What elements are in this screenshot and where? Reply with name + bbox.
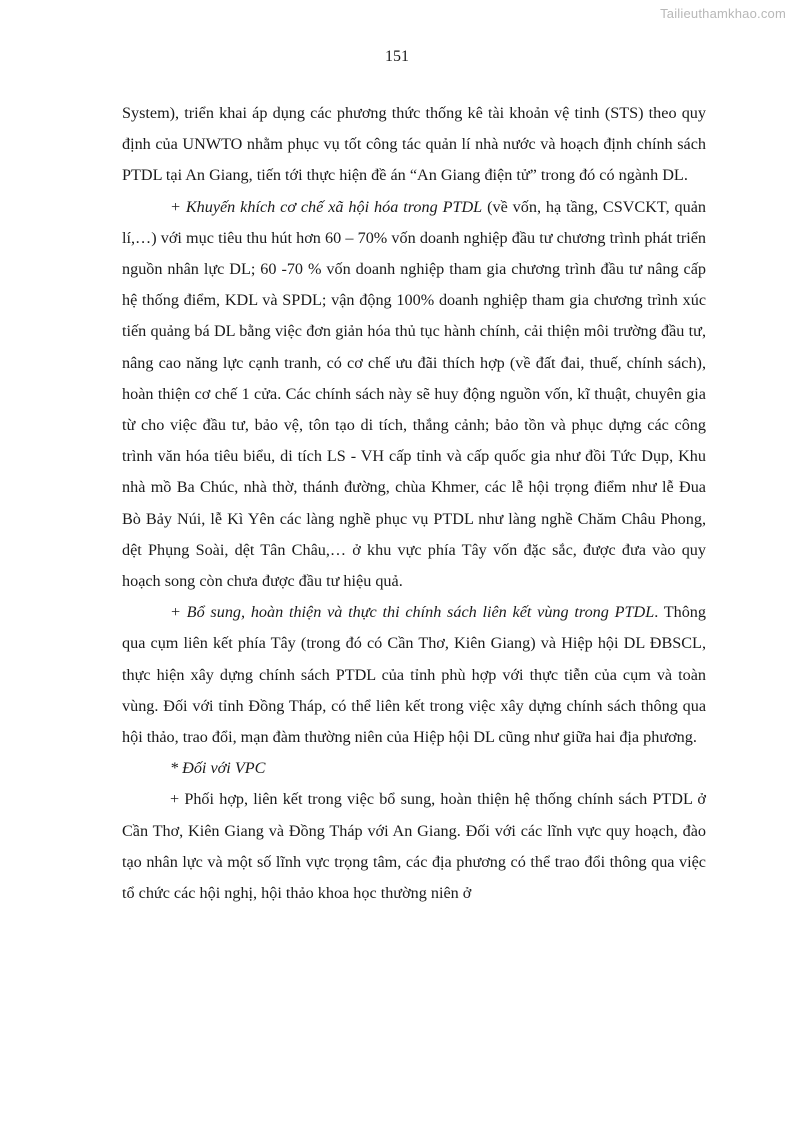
paragraph-body: (về vốn, hạ tầng, CSVCKT, quản lí,…) với mục tiêu thu hút hơn 60 – 70% vốn doanh nghiệp đầu tư chương trình phát triển nguồn nhân lực DL; 60 -70 % vốn doanh nghiệp tham gia chương trình đầu tư nâng cấp hệ thống điểm, KDL và SPDL; vận động 100% doanh nghiệp tham gia chương trình xúc tiến quảng bá DL bằng việc đơn giản hóa thủ tục hành chính, cải thiện môi trường đầu tư, nâng cao năng lực cạnh tranh, có cơ chế ưu đãi thích hợp (về đất đai, thuế, chính sách), hoàn thiện cơ chế 1 cửa. Các chính sách này sẽ huy động nguồn vốn, kĩ thuật, chuyên gia từ cho việc đầu tư, bảo vệ, tôn tạo di tích, thắng cảnh; bảo tồn và phục dựng các công trình văn hóa tiêu biểu, di tích LS - VH cấp tỉnh và cấp quốc gia như đồi Tức Dụp, Khu nhà mồ Ba Chúc, nhà thờ, thánh đường, chùa Khmer, các lễ hội trọng điểm như lễ Đua Bò Bảy Núi, lễ Kì Yên các làng nghề phục vụ PTDL như làng nghề Chăm Châu Phong, dệt Phụng Soài, dệt Tân Châu,… ở khu vực phía Tây vốn đặc sắc, được đưa vào quy hoạch song còn chưa được đầu tư hiệu quả.	[122, 197, 706, 591]
paragraph-body: . Thông qua cụm liên kết phía Tây (trong đó có Cần Thơ, Kiên Giang) và Hiệp hội DL ĐBSCL, thực hiện xây dựng chính sách PTDL của tỉnh phù hợp với thực tiễn của cụm và toàn vùng. Đối với tỉnh Đồng Tháp, có thể liên kết trong việc xây dựng chính sách thông qua hội thảo, trao đổi, mạn đàm thường niên của Hiệp hội DL cũng như giữa hai địa phương.	[122, 603, 706, 747]
paragraph-continuation: System), triển khai áp dụng các phương thức thống kê tài khoản vệ tinh (STS) theo quy định của UNWTO nhằm phục vụ tốt công tác quản lí nhà nước và hoạch định chính sách PTDL tại An Giang, tiến tới thực hiện đề án “An Giang điện tử” trong đó có ngành DL.	[122, 104, 706, 185]
paragraph-lead-italic: + Khuyến khích cơ chế xã hội hóa trong PTDL	[170, 197, 483, 216]
paragraph-socialization-policy	[122, 192, 706, 598]
paragraph-coordination: + Phối hợp, liên kết trong việc bổ sung, hoàn thiện hệ thống chính sách PTDL ở Cần Thơ, Kiên Giang và Đồng Tháp với An Giang. Đối với các lĩnh vực quy hoạch, đào tạo nhân lực và một số lĩnh vực trọng tâm, các địa phương có thể trao đổi thông qua việc tổ chức các hội nghị, hội thảo khoa học thường niên ở	[122, 790, 706, 903]
watermark: Tailieuthamkhao.com	[660, 6, 786, 21]
paragraph-lead-italic: + Bổ sung, hoàn thiện và thực thi chính sách liên kết vùng trong PTDL	[170, 603, 655, 622]
section-heading-vpc: * Đối với VPC	[170, 759, 266, 778]
page-number: 151	[385, 48, 409, 65]
paragraph-regional-linkage	[122, 597, 706, 753]
document-body	[122, 98, 706, 909]
